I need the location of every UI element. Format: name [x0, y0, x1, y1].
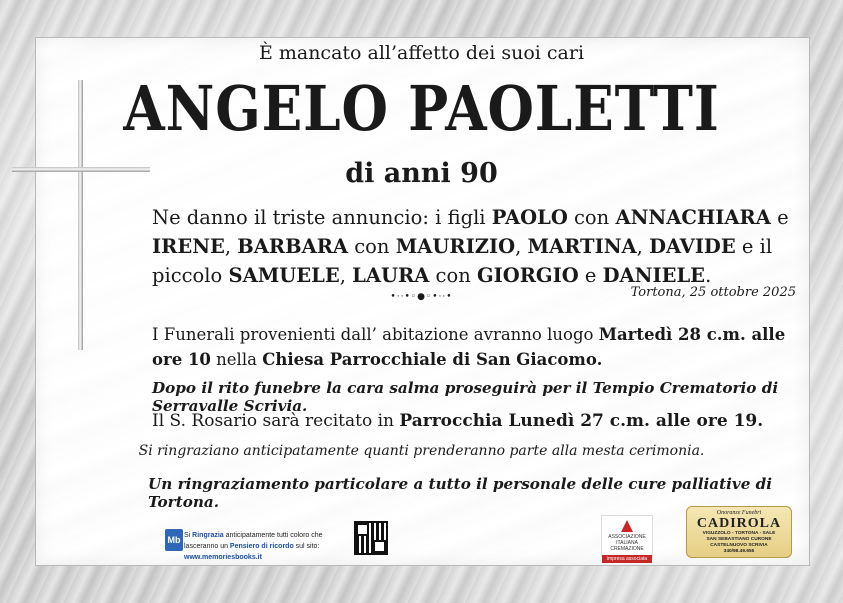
text-segment: con — [348, 235, 396, 258]
bold-text-segment: LAURA — [352, 264, 430, 287]
text-segment: e il piccolo — [152, 235, 773, 287]
cremation-association-logo: ASSOCIAZIONE ITALIANA CREMAZIONE impresa associata — [601, 515, 653, 557]
bold-text-segment: MARTINA — [527, 235, 637, 258]
bold-text-segment: DANIELE — [602, 264, 706, 287]
bold-text-segment: BARBARA — [237, 235, 349, 258]
text-segment: e — [578, 264, 603, 287]
text-segment: , — [339, 264, 353, 287]
bold-text-segment: Parrocchia Lunedì 27 c.m. alle ore 19. — [399, 411, 764, 431]
qr-code-icon[interactable] — [356, 523, 386, 553]
text-segment: nella — [210, 350, 263, 369]
bold-text-segment: DAVIDE — [649, 235, 736, 258]
bold-text-segment: MAURIZIO — [395, 235, 516, 258]
text-segment: con — [567, 206, 616, 229]
text-segment: e — [770, 206, 789, 229]
text-segment: Ne danno il triste annuncio: i figli — [152, 206, 492, 229]
intro-text: È mancato all’affetto dei suoi cari — [258, 42, 585, 64]
rosary-details — [152, 411, 812, 431]
text-segment: , — [224, 235, 238, 258]
funeral-details — [152, 322, 812, 372]
dateline: Tortona, 25 ottobre 2025 — [630, 285, 796, 300]
general-thanks: Si ringraziano anticipatamente quanti prenderanno parte alla mesta cerimonia. — [138, 443, 705, 459]
bold-text-segment: GIORGIO — [476, 264, 579, 287]
bold-text-segment: Chiesa Parrocchiale di San Giacomo. — [262, 350, 603, 369]
memoriesbooks-note: Si Ringrazia anticipatamente tutti coloro che lasceranno un Pensiero di ricordo sul sito: www.memoriesbooks.it — [184, 532, 323, 561]
bold-text-segment: ANNACHIARA — [615, 206, 771, 229]
bold-text-segment: IRENE — [152, 235, 225, 258]
announcement-text — [152, 203, 812, 290]
ornament-divider: •··•◦●◦•··• — [390, 292, 453, 302]
text-segment: , — [636, 235, 650, 258]
text-segment: Il S. Rosario sarà recitato in — [152, 411, 400, 431]
bold-text-segment: Martedì 28 c.m. alle ore 10 — [152, 325, 786, 369]
cremation-note: Dopo il rito funebre la cara salma proseguirà per il Tempio Crematorio di Serravalle Scrivia. — [152, 379, 779, 415]
bold-text-segment: SAMUELE — [228, 264, 340, 287]
memoriesbooks-logo: Mb — [165, 529, 183, 551]
deceased-age: di anni 90 — [345, 158, 498, 189]
deceased-name: ANGELO PAOLETTI — [123, 72, 720, 145]
text-segment: con — [429, 264, 477, 287]
memoriesbooks-link[interactable]: www.memoriesbooks.it — [184, 554, 262, 561]
flame-icon — [621, 520, 633, 532]
funeral-agency-badge: Onoranze Funebri CADIROLA VIGUZZOLO - TORTONA - SALE SAN SEBASTIANO CURONE CASTELNUOVO SCRIVIA 340/98.49.655 — [686, 506, 792, 558]
text-segment: , — [515, 235, 528, 258]
text-segment: . — [705, 264, 712, 287]
bold-text-segment: PAOLO — [491, 206, 568, 229]
text-segment: I Funerali provenienti dall’ abitazione avranno luogo — [152, 325, 599, 344]
special-thanks: Un ringraziamento particolare a tutto il personale delle cure palliative di Tortona. — [148, 475, 773, 511]
